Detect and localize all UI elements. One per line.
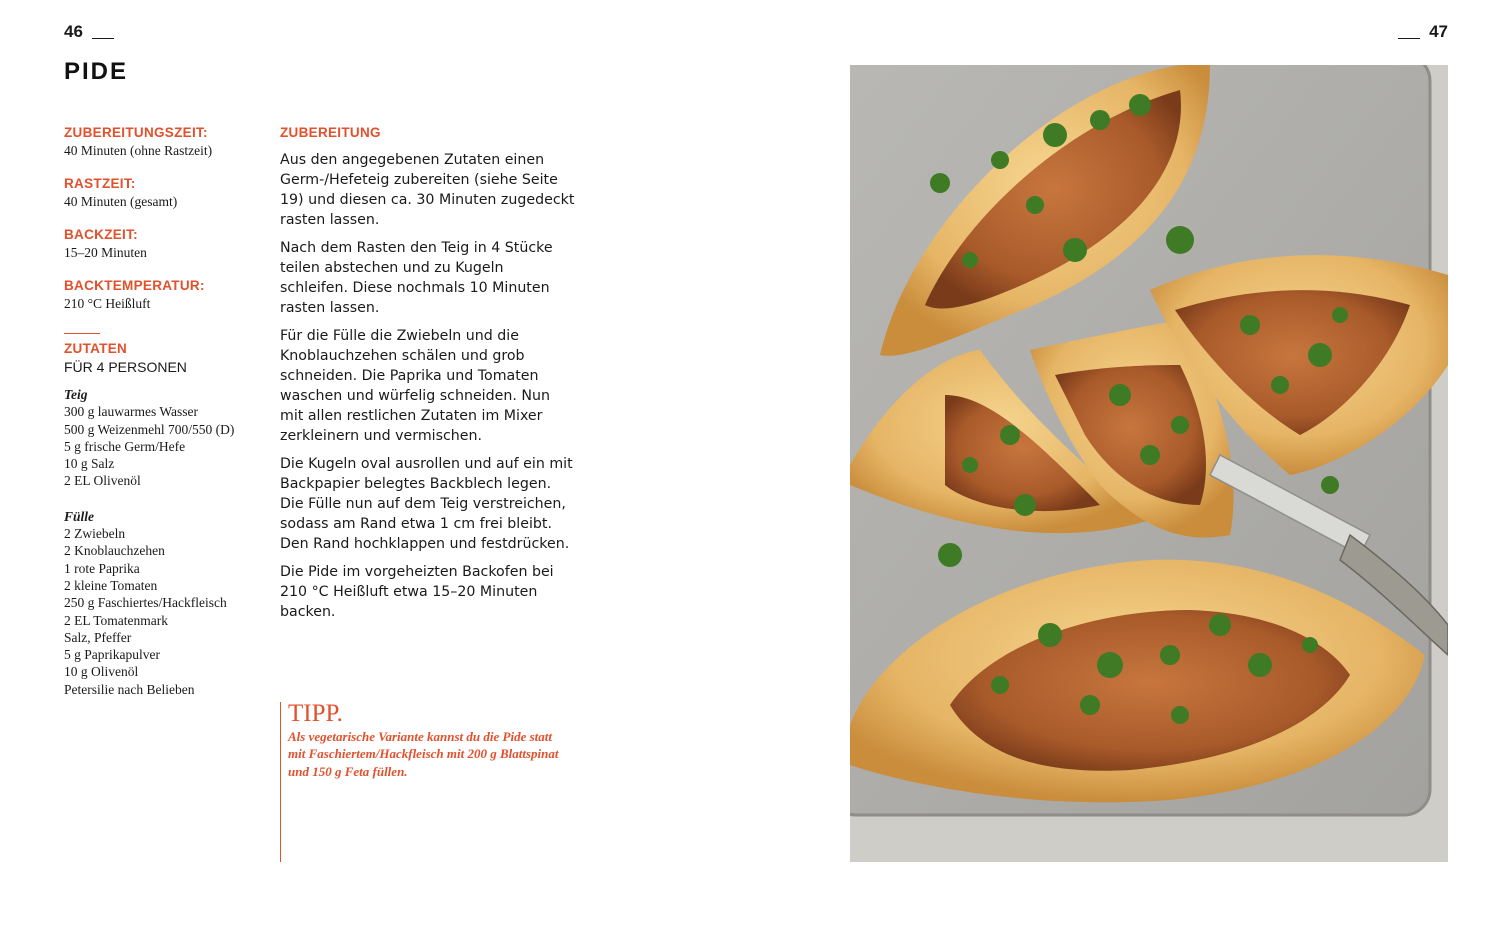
preparation-column (280, 124, 575, 630)
ingredient-item: 300 g lauwarmes Wasser (64, 404, 199, 420)
ingredient-item: Petersilie nach Belieben (64, 681, 195, 697)
rest-time (64, 175, 264, 211)
ingredient-item: 250 g Faschiertes/Hackfleisch (64, 595, 227, 611)
tip-rule (280, 702, 281, 862)
recipe-title: PIDE (64, 58, 129, 85)
preparation-step: Aus den angegebenen Zutaten einen Germ-/Hefeteig zubereiten (siehe Seite 19) und diesen ca. 30 Minuten zugedeckt rasten lassen. (280, 152, 575, 228)
page-number-right: 47 (1429, 22, 1448, 41)
preparation-step: Nach dem Rasten den Teig in 4 Stücke teilen abstechen und zu Kugeln schleifen. Diese nochmals 10 Minuten rasten lassen. (280, 240, 553, 316)
prep-time-label: ZUBEREITUNGSZEIT: (64, 125, 208, 140)
bake-temperature (64, 277, 264, 313)
ingredient-item: 2 EL Olivenöl (64, 473, 141, 489)
ingredient-item: 5 g frische Germ/Hefe (64, 438, 186, 454)
bake-time (64, 226, 264, 262)
ingredient-item: 2 Zwiebeln (64, 526, 126, 542)
pide-illustration (850, 65, 1448, 862)
ingredients-heading: ZUTATEN (64, 341, 128, 356)
rest-time-label: RASTZEIT: (64, 176, 136, 191)
servings: FÜR 4 PERSONEN (64, 359, 187, 375)
preparation-step: Für die Fülle die Zwiebeln und die Knoblauchzehen schälen und grob schneiden. Die Paprika und Tomaten waschen und würfelig schneiden. Nun mit allen restlichen Zutaten im Mixer zerkleinern und vermischen. (280, 328, 550, 444)
bake-temperature-value: 210 °C Heißluft (64, 296, 151, 311)
page-number-rule-right (1398, 38, 1420, 39)
page-number-rule-left (92, 38, 114, 39)
bake-temperature-label: BACKTEMPERATUR: (64, 278, 205, 293)
ingredient-item: Salz, Pfeffer (64, 629, 132, 645)
preparation-step: Die Pide im vorgeheizten Backofen bei 210 °C Heißluft etwa 15–20 Minuten backen. (280, 564, 554, 620)
ingredients-divider (64, 333, 100, 334)
ingredient-group-title: Fülle (64, 508, 95, 524)
ingredient-item: 5 g Paprikapulver (64, 647, 160, 663)
ingredient-item: 1 rote Paprika (64, 560, 140, 576)
bake-time-label: BACKZEIT: (64, 227, 138, 242)
tip-text: Als vegetarische Variante kannst du die Pide statt mit Faschiertem/Hackfleisch mit 200 g Blattspinat und 150 g Feta füllen. (288, 729, 559, 779)
bake-time-value: 15–20 Minuten (64, 245, 147, 260)
ingredient-group-title: Teig (64, 387, 88, 402)
ingredient-item: 2 kleine Tomaten (64, 577, 158, 593)
ingredient-item: 2 Knoblauchzehen (64, 543, 165, 559)
ingredient-group-filling (64, 508, 264, 698)
ingredient-item: 500 g Weizenmehl 700/550 (D) (64, 421, 235, 437)
preparation-heading: ZUBEREITUNG (280, 125, 381, 140)
ingredient-item: 10 g Salz (64, 456, 115, 472)
tip-title: TIPP. (288, 700, 343, 727)
prep-time (64, 124, 264, 160)
ingredient-group-dough (64, 386, 264, 490)
ingredient-item: 10 g Olivenöl (64, 664, 139, 680)
preparation-step: Die Kugeln oval ausrollen und auf ein mit Backpapier belegtes Backblech legen. Die Fülle nun auf dem Teig verstreichen, sodass am Rand etwa 1 cm frei bleibt. Den Rand hochklappen und festdrücken. (280, 456, 573, 552)
page-number-left: 46 (64, 22, 83, 41)
prep-time-value: 40 Minuten (ohne Rastzeit) (64, 143, 213, 158)
recipe-info-column (64, 124, 264, 716)
rest-time-value: 40 Minuten (gesamt) (64, 194, 178, 209)
recipe-photo (850, 65, 1448, 862)
ingredient-item: 2 EL Tomatenmark (64, 612, 169, 628)
